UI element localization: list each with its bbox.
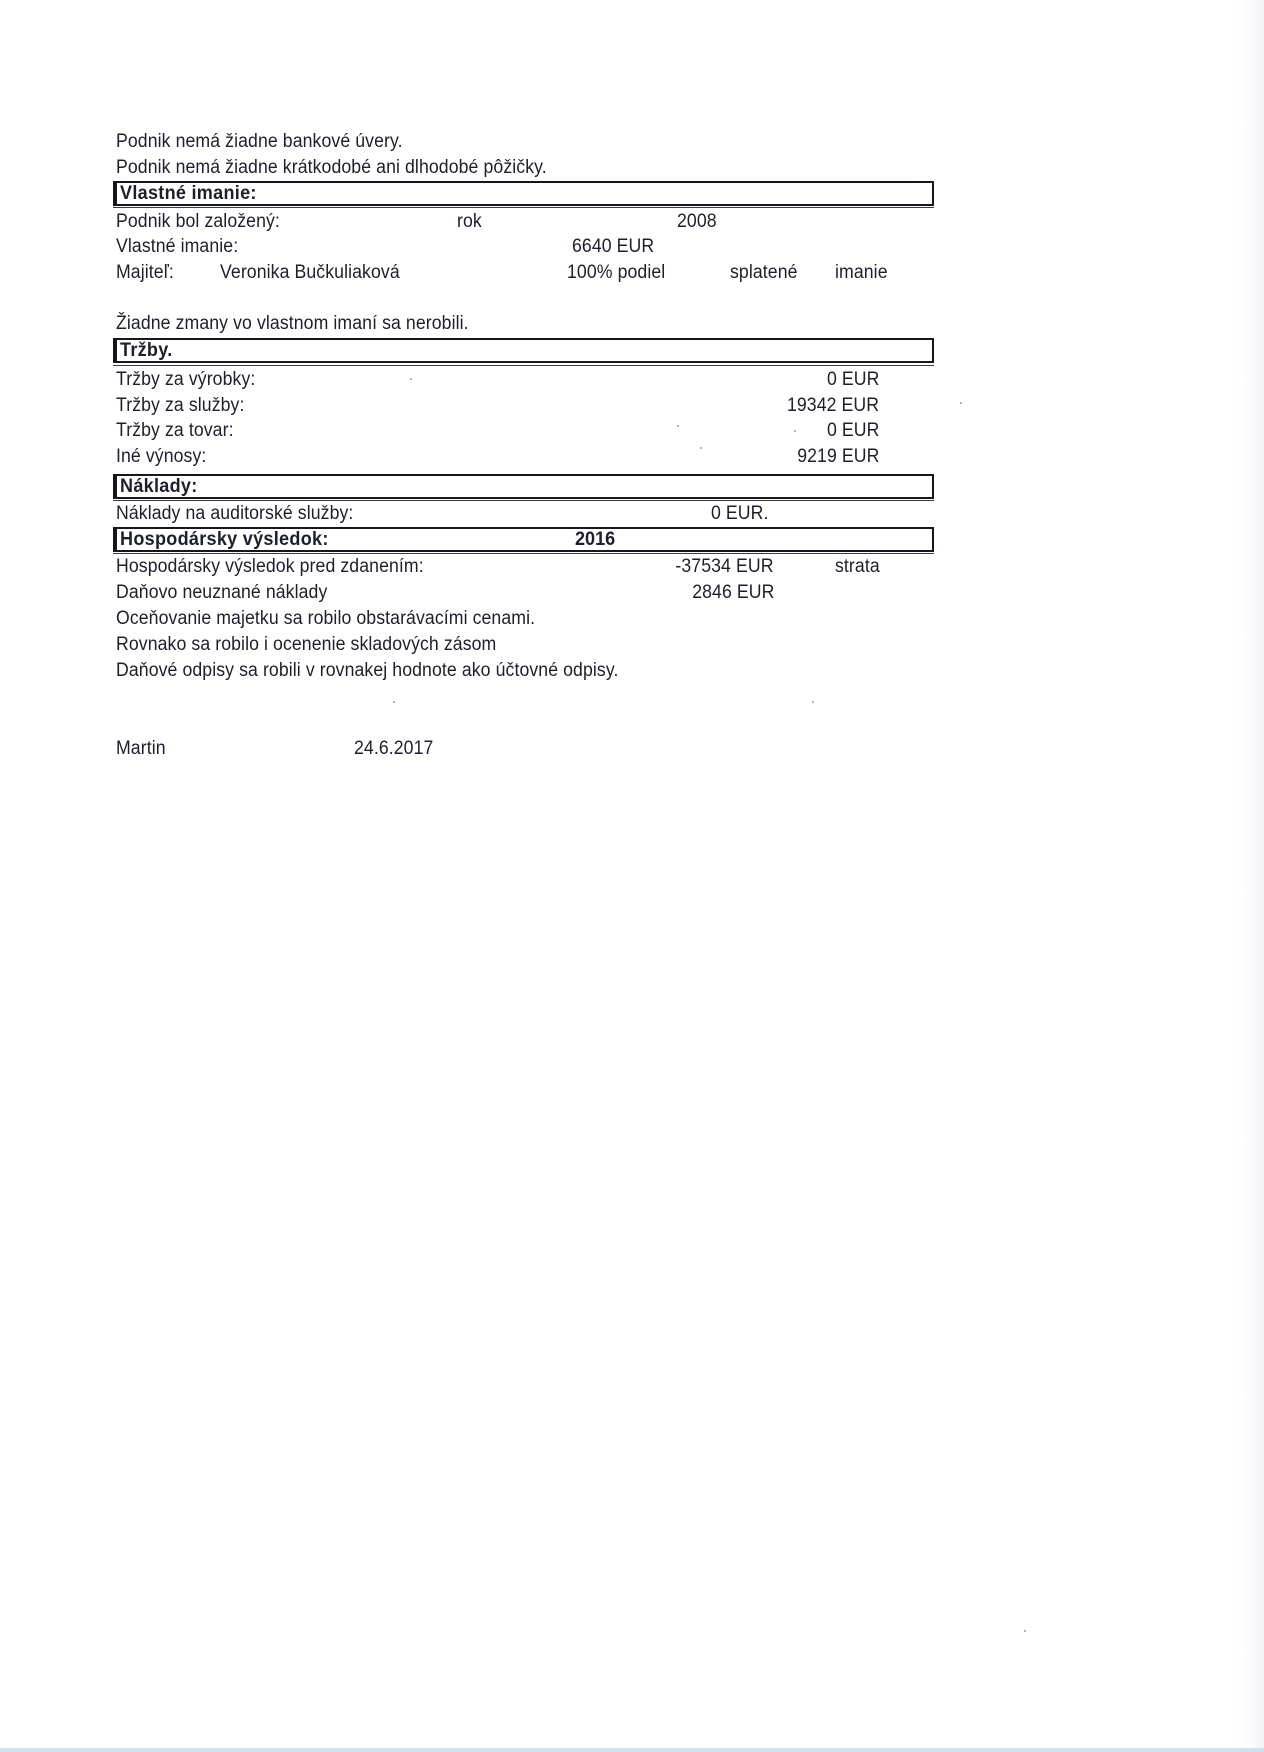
owner-name: Veronika Bučkuliaková — [220, 262, 400, 283]
costs-underline — [113, 500, 934, 501]
scan-speck — [812, 701, 814, 703]
section-costs-heading: Náklady: — [120, 476, 198, 497]
scan-speck — [410, 378, 412, 380]
capital-label: Vlastné imanie: — [116, 236, 239, 257]
scan-speck — [960, 402, 962, 404]
owner-share: 100% podiel — [567, 262, 666, 283]
revenue-value-products: 0 EUR — [826, 369, 879, 390]
owner-capital: imanie — [835, 262, 888, 283]
depreciation-note: Daňové odpisy sa robili v rovnakej hodnote ako účtovné odpisy. — [116, 660, 619, 681]
section-costs — [113, 474, 934, 499]
owner-paid: splatené — [730, 262, 798, 283]
pretax-result-value: -37534 EUR — [675, 556, 774, 577]
scan-speck — [794, 430, 796, 432]
intro-line-borrowings: Podnik nemá žiadne krátkodobé ani dlhodobé pôžičky. — [116, 157, 547, 178]
pretax-result-label: Hospodársky výsledok pred zdanením: — [116, 556, 424, 577]
audit-costs-label: Náklady na auditorské služby: — [116, 503, 354, 524]
pretax-result-note: strata — [835, 556, 880, 577]
revenue-value-services: 19342 EUR — [786, 395, 879, 416]
revenue-label-services: Tržby za služby: — [116, 395, 245, 416]
scan-right-edge — [1236, 0, 1264, 1752]
result-underline — [113, 553, 934, 554]
scan-speck — [700, 447, 702, 449]
equity-underline — [113, 207, 934, 208]
nondeductible-costs-value: 2846 EUR — [691, 582, 774, 603]
valuation-note: Oceňovanie majetku sa robilo obstarávacími cenami. — [116, 608, 536, 629]
section-result — [113, 527, 934, 552]
equity-note: Žiadne zmany vo vlastnom imaní sa nerobili. — [116, 313, 469, 334]
scan-speck — [1024, 1630, 1026, 1632]
founded-unit: rok — [457, 211, 482, 232]
section-revenue — [113, 338, 934, 363]
scan-speck — [393, 701, 395, 703]
section-equity — [113, 181, 934, 206]
nondeductible-costs-label: Daňovo neuznané náklady — [116, 582, 328, 603]
revenue-value-goods: 0 EUR — [826, 420, 879, 441]
scan-bottom-edge — [0, 1748, 1264, 1752]
intro-line-loans: Podnik nemá žiadne bankové úvery. — [116, 131, 403, 152]
revenue-label-goods: Tržby za tovar: — [116, 420, 234, 441]
section-result-heading: Hospodársky výsledok: — [120, 529, 329, 550]
section-equity-heading: Vlastné imanie: — [120, 183, 257, 204]
inventory-note: Rovnako sa robilo i ocenenie skladových zásom — [116, 634, 497, 655]
founded-year: 2008 — [677, 211, 717, 232]
revenue-label-other: Iné výnosy: — [116, 446, 207, 467]
section-revenue-heading: Tržby. — [120, 340, 173, 361]
section-result-year: 2016 — [575, 529, 616, 550]
scan-speck — [677, 425, 679, 427]
founded-label: Podnik bol založený: — [116, 211, 280, 232]
revenue-underline — [113, 365, 934, 366]
capital-value: 6640 EUR — [572, 236, 655, 257]
revenue-value-other: 9219 EUR — [796, 446, 879, 467]
audit-costs-value: 0 EUR. — [711, 503, 769, 524]
revenue-label-products: Tržby za výrobky: — [116, 369, 256, 390]
footer-date: 24.6.2017 — [354, 738, 434, 759]
owner-label: Majiteľ: — [116, 262, 174, 283]
footer-place: Martin — [116, 738, 166, 759]
